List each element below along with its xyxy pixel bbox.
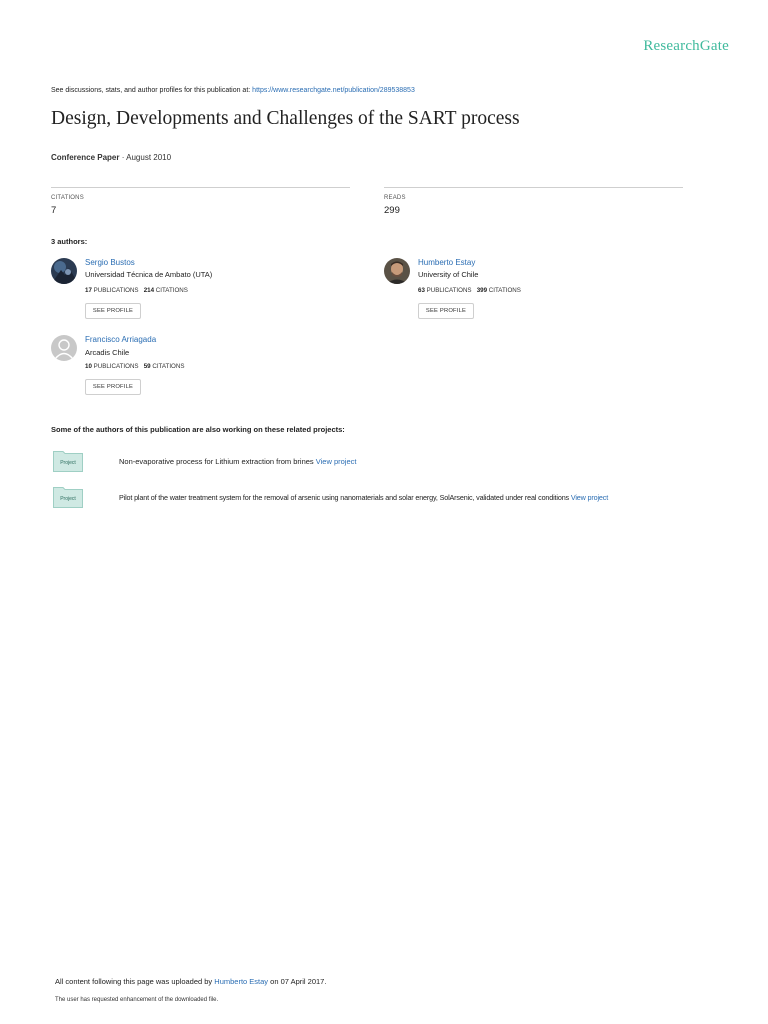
- see-profile-button[interactable]: SEE PROFILE: [85, 379, 141, 395]
- related-projects-heading: Some of the authors of this publication are also working on these related projects:: [51, 425, 345, 434]
- upload-note: [55, 977, 326, 986]
- publications-label: PUBLICATIONS: [93, 363, 139, 370]
- reads-value: 299: [384, 205, 400, 216]
- publications-count: 63: [418, 287, 425, 294]
- project-item: [119, 493, 608, 502]
- author-name-link[interactable]: Humberto Estay: [418, 258, 476, 267]
- upload-suffix: on 07 April 2017.: [268, 977, 327, 986]
- citations-count: 399: [476, 287, 488, 294]
- author-name-link[interactable]: Francisco Arriagada: [85, 335, 157, 344]
- publication-url-link[interactable]: https://www.researchgate.net/publication/289538853: [252, 87, 415, 94]
- project-icon-label: Project: [60, 460, 76, 466]
- see-profile-button[interactable]: SEE PROFILE: [418, 303, 474, 319]
- researchgate-logo[interactable]: ResearchGate: [643, 38, 729, 54]
- publications-count: 10: [85, 363, 92, 370]
- person-silhouette-icon[interactable]: [51, 335, 77, 361]
- reads-divider: [384, 187, 683, 188]
- author-institution: Universidad Técnica de Ambato (UTA): [85, 270, 213, 279]
- discussion-line: [51, 87, 415, 94]
- uploader-link[interactable]: Humberto Estay: [214, 977, 269, 986]
- citations-label: CITATIONS: [51, 195, 84, 201]
- project-item: [119, 457, 356, 466]
- authors-heading: 3 authors:: [51, 237, 88, 246]
- avatar-humberto-estay[interactable]: [384, 258, 410, 284]
- publications-label: PUBLICATIONS: [93, 287, 139, 294]
- upload-prefix: All content following this page was uploaded by: [55, 977, 215, 986]
- view-project-link[interactable]: View project: [315, 457, 357, 466]
- project-description: Pilot plant of the water treatment system for the removal of arsenic using nanomaterials and solar energy, SolArsenic, validated under real conditions: [119, 493, 571, 502]
- author-stats: [418, 287, 521, 294]
- publications-label: PUBLICATIONS: [426, 287, 472, 294]
- enhancement-note: The user has requested enhancement of the downloaded file.: [55, 997, 219, 1003]
- folder-icon[interactable]: [53, 451, 83, 472]
- author-stats: [85, 287, 188, 294]
- publication-meta: [51, 153, 171, 162]
- citations-count: 59: [143, 363, 151, 370]
- citations-label: CITATIONS: [155, 287, 188, 294]
- folder-icon[interactable]: [53, 487, 83, 508]
- author-name-link[interactable]: Sergio Bustos: [85, 258, 135, 267]
- publication-date: August 2010: [126, 153, 172, 162]
- publication-type: Conference Paper: [51, 153, 120, 162]
- author-institution: University of Chile: [418, 270, 479, 279]
- see-profile-button[interactable]: SEE PROFILE: [85, 303, 141, 319]
- citations-label: CITATIONS: [488, 287, 521, 294]
- citations-count: 214: [143, 287, 155, 294]
- author-institution: Arcadis Chile: [85, 348, 130, 357]
- avatar-sergio-bustos[interactable]: [51, 258, 77, 284]
- view-project-link[interactable]: View project: [570, 493, 609, 502]
- project-icon-label: Project: [60, 496, 76, 502]
- publications-count: 17: [85, 287, 92, 294]
- citations-label: CITATIONS: [152, 363, 185, 370]
- page-title: Design, Developments and Challenges of the SART process: [51, 108, 520, 129]
- citations-divider: [51, 187, 350, 188]
- citations-value: 7: [51, 205, 57, 216]
- meta-separator: ·: [119, 153, 127, 162]
- author-stats: [85, 363, 184, 370]
- reads-label: READS: [384, 195, 406, 201]
- discussion-prefix: See discussions, stats, and author profiles for this publication at:: [51, 87, 253, 94]
- project-description: Non-evaporative process for Lithium extraction from brines: [119, 457, 316, 466]
